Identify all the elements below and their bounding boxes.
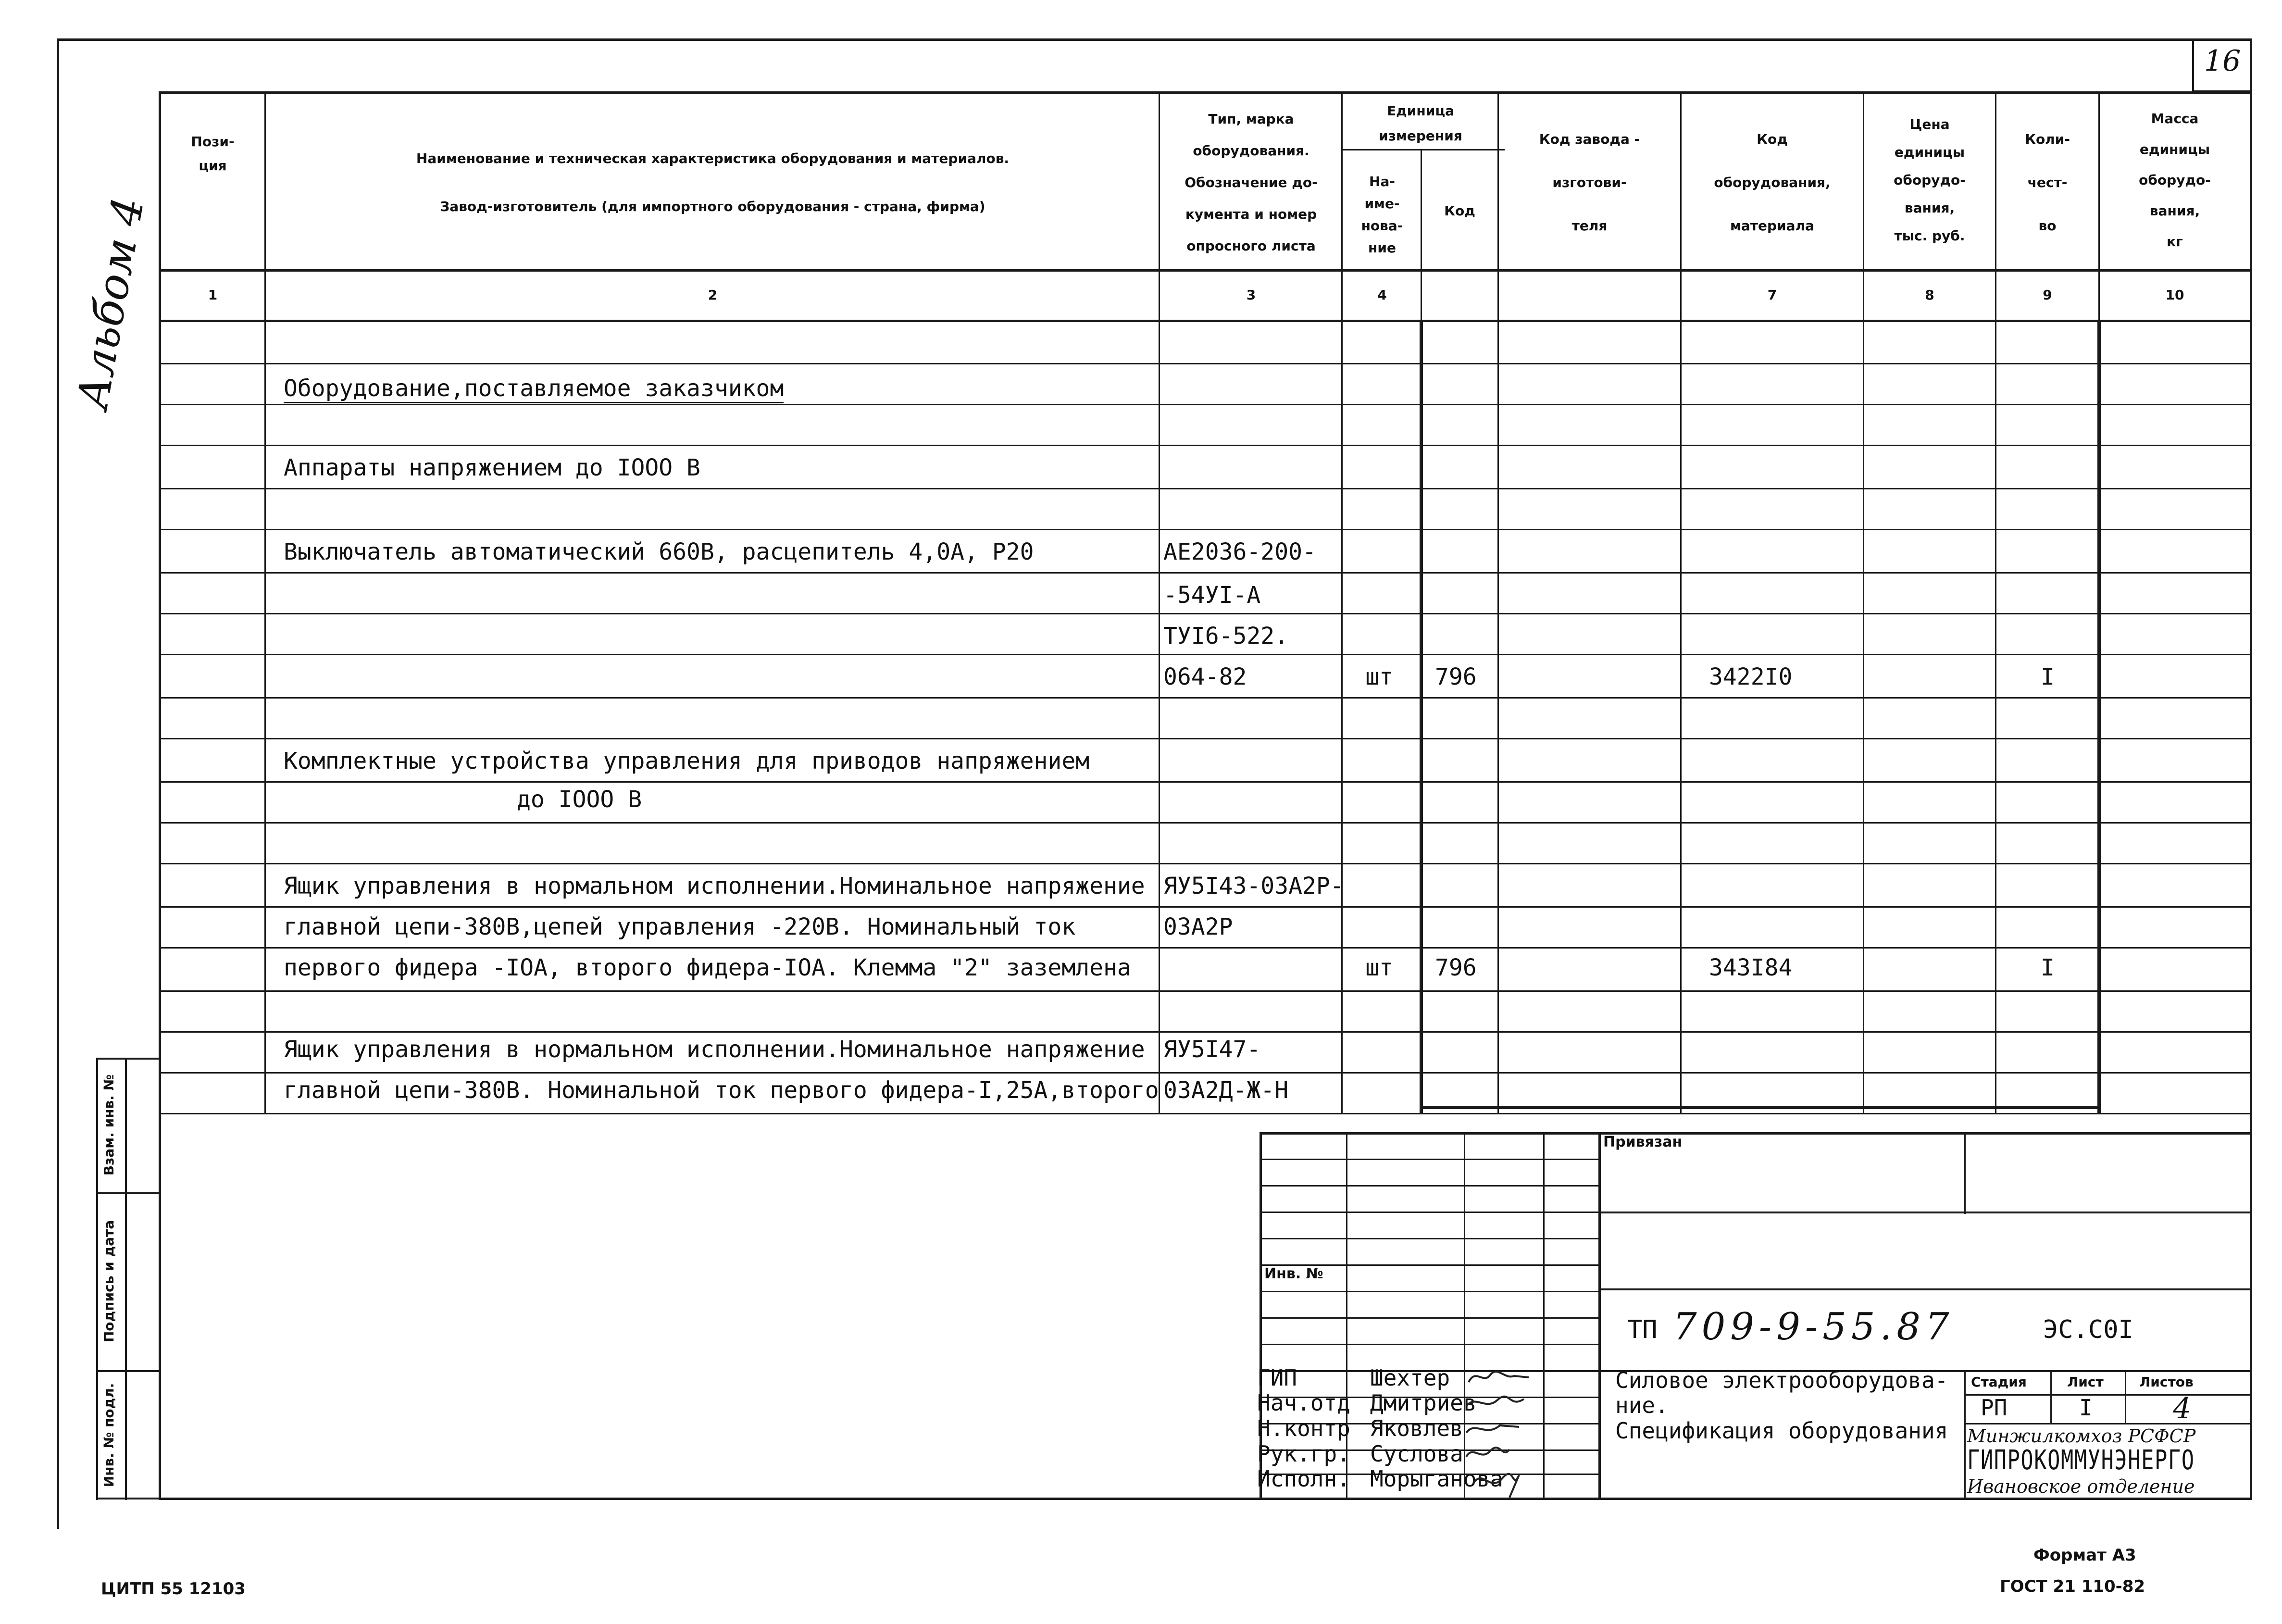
album-note: Альбом 4 [67, 193, 154, 413]
page-box-left [2192, 38, 2194, 91]
signatures [1461, 1365, 1577, 1500]
person-exec: Морыганова [1370, 1466, 1503, 1492]
frame-right [2250, 38, 2252, 1500]
header-plant-code: Код завода - изготови- теля [1539, 131, 1640, 234]
title-line-1: Силовое электрооборудова- [1615, 1367, 1948, 1393]
header-quantity: Коли- чест- во [2025, 131, 2070, 234]
person-norm: Яковлев [1370, 1415, 1463, 1441]
header-equip-code: Код оборудования, материала [1714, 131, 1831, 234]
subsection-control-devices-cont: до IOOO В [517, 786, 642, 813]
col-num-4: 4 [1377, 287, 1387, 303]
header-price: Цена единицы оборудо- вания, тыс. руб. [1894, 116, 1966, 244]
person-gip: Шехтер [1370, 1365, 1450, 1391]
title-line-2: ние. [1615, 1392, 1669, 1418]
col-num-7: 7 [1767, 287, 1777, 303]
sheets-value: 4 [2173, 1392, 2192, 1425]
frame-left [57, 38, 59, 1529]
page-number: 16 [2204, 44, 2241, 78]
doc-code: ЭС.С0I [2043, 1315, 2133, 1344]
col-num-8: 8 [1925, 287, 1934, 303]
stamp-replace-inv: Взам. инв. № [101, 1074, 117, 1176]
sheet-value: I [2079, 1395, 2093, 1421]
sheet-label: Лист [2067, 1374, 2104, 1390]
header-unit-name: На- име- нова- ние [1361, 174, 1403, 256]
doc-number: 709-9-55.87 [1673, 1305, 1954, 1349]
format-label: Формат А3 [2033, 1546, 2136, 1565]
col-num-1: 1 [208, 287, 218, 303]
stamp-original-inv: Инв. № подл. [101, 1383, 117, 1487]
footer-left: ЦИТП 55 12103 [101, 1579, 246, 1599]
bound-label: Привязан [1603, 1134, 1683, 1150]
stage-value: РП [1981, 1395, 2008, 1421]
sheets-label: Листов [2139, 1374, 2194, 1390]
header-position: Пози- ция [191, 134, 235, 174]
doc-number-prefix: ТП [1627, 1315, 1658, 1344]
org-line-2: ГИПРОКОММУНЭНЕРГО [1967, 1445, 2195, 1476]
footer-right: ГОСТ 21 110-82 [2000, 1577, 2145, 1596]
role-gip: ГИП [1257, 1365, 1297, 1391]
header-name: Наименование и техническая характеристика оборудования и материалов. Завод-изготовитель (для импортного оборудования - страна, фирма) [416, 150, 1010, 214]
inv-label: Инв. № [1264, 1265, 1323, 1282]
role-group: Рук.гр. [1257, 1441, 1350, 1467]
role-norm: Н.контр [1257, 1415, 1350, 1441]
person-group: Суслова [1370, 1441, 1463, 1467]
section-title-customer-equipment: Оборудование,поставляемое заказчиком [284, 375, 784, 403]
org-line-1: Минжилкомхоз РСФСР [1967, 1425, 2196, 1447]
role-head: Нач.отд [1257, 1390, 1350, 1416]
frame-top [57, 38, 2252, 41]
title-line-3: Спецификация оборудования [1615, 1418, 1948, 1444]
col-num-3: 3 [1246, 287, 1256, 303]
stage-label: Стадия [1971, 1374, 2027, 1390]
header-mass: Масса единицы оборудо- вания, кг [2139, 111, 2211, 250]
person-head: Дмитриев [1370, 1390, 1477, 1416]
col-num-2: 2 [708, 287, 718, 303]
col-num-9: 9 [2043, 287, 2052, 303]
header-unit-group: Единица измерения [1379, 103, 1462, 144]
subsection-apparatus: Аппараты напряжением до IOOO В [284, 454, 700, 481]
frame-bottom [159, 1498, 2252, 1500]
col-num-10: 10 [2165, 287, 2184, 303]
header-unit-code: Код [1444, 203, 1475, 219]
stamp-signature-date: Подпись и дата [101, 1220, 117, 1343]
org-line-3: Ивановское отделение [1967, 1476, 2195, 1497]
subsection-control-devices: Комплектные устройства управления для приводов напряжением [284, 748, 1090, 775]
role-exec: Исполн. [1257, 1466, 1350, 1492]
header-type: Тип, марка оборудования. Обозначение до- кумента и номер опросного листа [1185, 111, 1318, 254]
